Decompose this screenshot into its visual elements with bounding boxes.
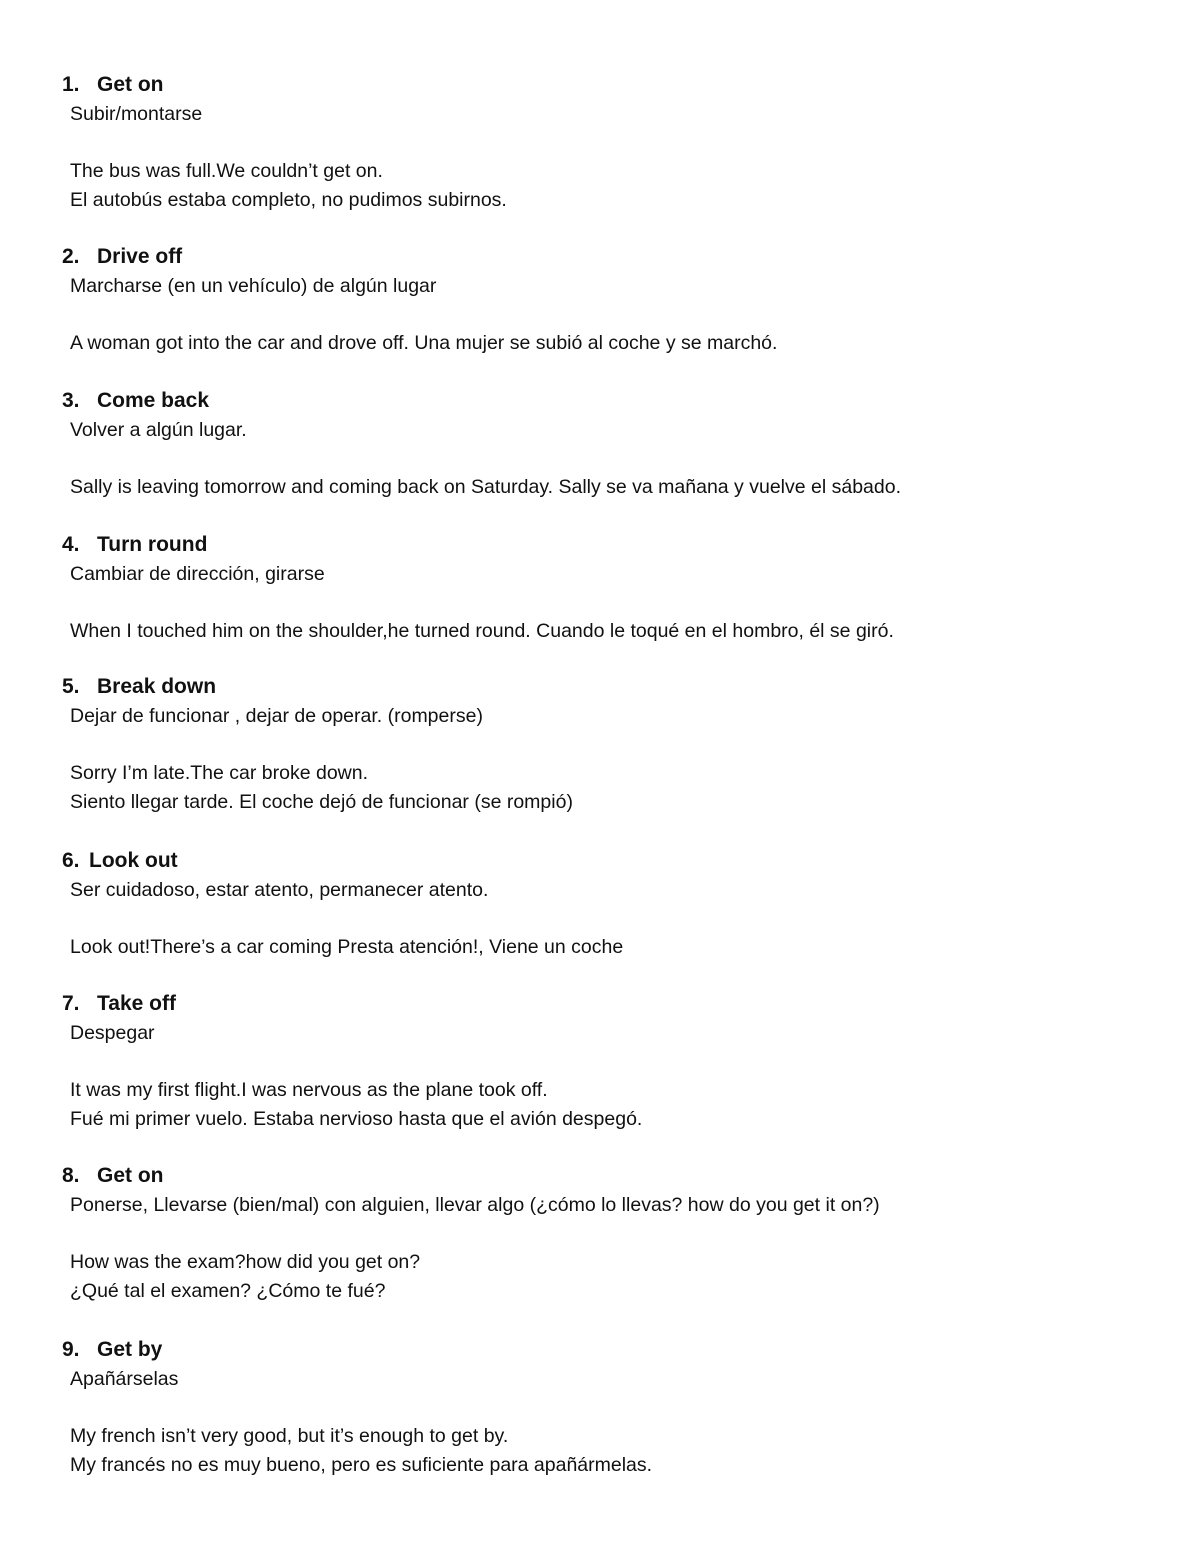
phrasal-verb-entry: [62, 846, 1162, 962]
phrasal-verb-entry: [62, 1335, 1162, 1480]
entry-example: Sorry I’m late.The car broke down.: [70, 762, 369, 784]
entry-example: How was the exam?how did you get on?: [70, 1251, 421, 1273]
entry-number: 8.: [62, 1164, 80, 1187]
entry-meaning: Despegar: [70, 1022, 155, 1044]
phrasal-verb-entry: [62, 70, 1162, 215]
entry-example: El autobús estaba completo, no pudimos subirnos.: [70, 189, 507, 211]
entry-number: 3.: [62, 389, 80, 412]
entry-title: Turn round: [97, 533, 208, 556]
entry-number: 6.: [62, 849, 80, 872]
entry-meaning: Marcharse (en un vehículo) de algún lugar: [70, 275, 437, 297]
phrasal-verb-entry: [62, 672, 1162, 817]
entry-heading: [62, 242, 1162, 272]
entry-title: Break down: [97, 675, 217, 698]
entry-example: Fué mi primer vuelo. Estaba nervioso hasta que el avión despegó.: [70, 1108, 643, 1130]
entry-title: Get on: [97, 73, 164, 96]
entry-title: Get on: [97, 1164, 164, 1187]
entry-meaning: Cambiar de dirección, girarse: [70, 563, 325, 585]
entry-meaning: Dejar de funcionar , dejar de operar. (romperse): [70, 705, 483, 727]
entry-example: My french isn’t very good, but it’s enough to get by.: [70, 1425, 509, 1447]
phrasal-verb-entry: [62, 989, 1162, 1134]
entry-number: 7.: [62, 992, 80, 1015]
phrasal-verb-entry: [62, 386, 1162, 502]
entry-number: 1.: [62, 73, 80, 96]
entry-example: Sally is leaving tomorrow and coming back on Saturday. Sally se va mañana y vuelve el sábado.: [70, 476, 901, 498]
entry-meaning: Ser cuidadoso, estar atento, permanecer atento.: [70, 879, 489, 901]
phrasal-verb-entry: [62, 242, 1162, 358]
entry-example: ¿Qué tal el examen? ¿Cómo te fué?: [70, 1280, 386, 1302]
entry-title: Get by: [97, 1338, 163, 1361]
entry-example: A woman got into the car and drove off. Una mujer se subió al coche y se marchó.: [70, 332, 778, 354]
entry-title: Drive off: [97, 245, 183, 268]
entry-heading: [62, 672, 1162, 702]
entry-number: 5.: [62, 675, 80, 698]
entry-number: 2.: [62, 245, 80, 268]
entry-heading: [62, 989, 1162, 1019]
entry-title: Come back: [97, 389, 210, 412]
entry-heading: [62, 1335, 1162, 1365]
entry-heading: [62, 530, 1162, 560]
entry-meaning: Volver a algún lugar.: [70, 419, 247, 441]
entry-heading: [62, 1161, 1162, 1191]
entry-number: 9.: [62, 1338, 80, 1361]
entry-title: Take off: [97, 992, 176, 1015]
entry-heading: [62, 846, 1162, 876]
entry-meaning: Subir/montarse: [70, 103, 203, 125]
entry-number: 4.: [62, 533, 80, 556]
entry-heading: [62, 386, 1162, 416]
entry-meaning: Ponerse, Llevarse (bien/mal) con alguien, llevar algo (¿cómo lo llevas? how do you get it on?): [70, 1194, 880, 1216]
entry-example: It was my first flight.I was nervous as the plane took off.: [70, 1079, 548, 1101]
entry-example: Look out!There’s a car coming Presta atención!, Viene un coche: [70, 936, 624, 958]
entry-example: When I touched him on the shoulder,he turned round. Cuando le toqué en el hombro, él se giró.: [70, 620, 894, 642]
entry-meaning: Apañárselas: [70, 1368, 179, 1390]
entry-example: Siento llegar tarde. El coche dejó de funcionar (se rompió): [70, 791, 573, 813]
entry-title: Look out: [89, 849, 178, 872]
phrasal-verb-entry: [62, 530, 1162, 646]
phrasal-verb-entry: [62, 1161, 1162, 1306]
entry-example: The bus was full.We couldn’t get on.: [70, 160, 383, 182]
entry-example: My francés no es muy bueno, pero es suficiente para apañármelas.: [70, 1454, 653, 1476]
entry-heading: [62, 70, 1162, 100]
